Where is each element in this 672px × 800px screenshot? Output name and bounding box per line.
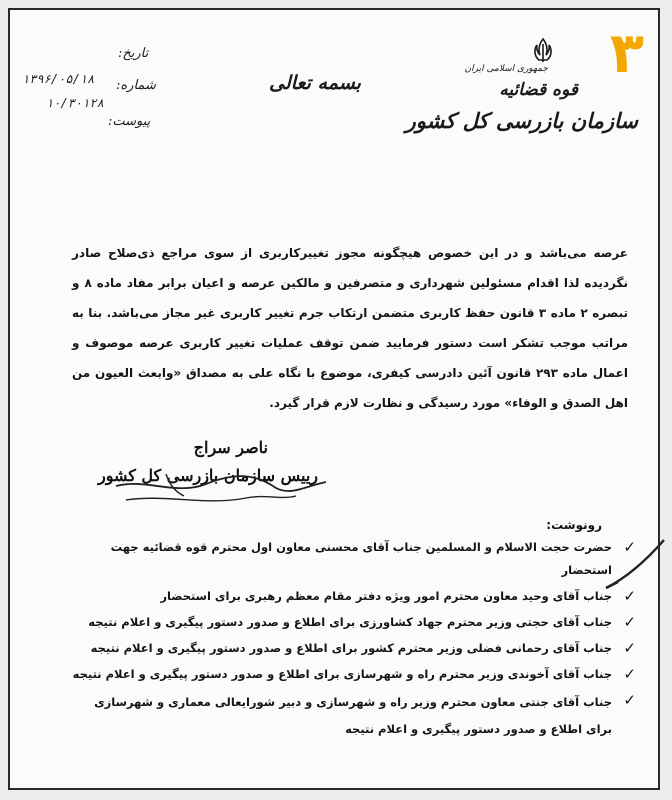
handwritten-signature: [106, 456, 336, 516]
basmala: بسمه تعالی: [269, 72, 361, 94]
check-icon: ✓: [623, 639, 636, 657]
cc-heading: رونوشت:: [546, 518, 602, 532]
check-icon: ✓: [623, 665, 636, 683]
cc-item: ✓ جناب آقای آخوندی وزیر محترم راه و شهرسازی برای اطلاع و صدور دستور پیگیری و اعلام نتیجه: [66, 663, 636, 686]
number-value: ۱۰/۳۰۱۲۸: [46, 96, 104, 110]
signer-name: ناصر سراج: [193, 438, 268, 457]
organization-name: سازمان بازرسی کل کشور: [405, 108, 638, 133]
page-number-badge: ۳: [609, 21, 645, 86]
date-label: تاریخ:: [118, 46, 149, 61]
check-icon: ✓: [623, 538, 636, 556]
iran-emblem-icon: [530, 36, 556, 66]
cc-list: [66, 536, 636, 746]
number-label: شماره:: [116, 78, 156, 93]
cc-item: ✓ جناب آقای حجتی وزیر محترم جهاد کشاورزی برای اطلاع و صدور دستور پیگیری و اعلام نتیجه: [66, 611, 636, 634]
cc-item: ✓ جناب آقای جنتی معاون محترم وزیر راه و شهرسازی و دبیر شورایعالی معماری و شهرسازی برای اطلاع و صدور دستور پیگیری و اعلام نتیجه: [94, 691, 636, 736]
document-page: [8, 8, 660, 790]
govt-name: جمهوری اسلامی ایران: [464, 64, 548, 74]
check-icon: ✓: [623, 587, 636, 605]
signer-title: رییس سازمان بازرسی کل کشور: [97, 466, 318, 485]
cc-item: ✓ جناب آقای رحمانی فضلی وزیر محترم کشور برای اطلاع و صدور دستور پیگیری و اعلام نتیجه: [66, 637, 636, 660]
cc-item: ✓ جناب آقای وحید معاون محترم امور ویژه دفتر مقام معظم رهبری برای استحضار: [66, 585, 636, 608]
check-icon: ✓: [623, 691, 636, 709]
judiciary-name: قوه قضائیه: [499, 80, 578, 100]
date-value: ۱۳۹۶/۰۵/۱۸: [22, 72, 95, 86]
attachment-label: پیوست:: [108, 114, 151, 129]
check-icon: ✓: [623, 613, 636, 631]
cc-item: ✓ حضرت حجت الاسلام و المسلمین جناب آقای محسنی معاون اول محترم قوه قضائیه جهت استحضار: [110, 538, 636, 577]
letter-body: عرصه می‌باشد و در این خصوص هیچگونه مجوز تغییرکاربری از سوی مراجع ذی‌صلاح صادر نگردیده لذا اقدام مسئولین شهرداری و متصرفین و مالکین عرصه و اعیان برابر مفاد ماده ۸ و تبصره ۲ ماده ۳ قانون حفظ کاربری متضمن ارتکاب جرم تغییر کاربری غیر مجاز می‌باشد. بنا به مراتب موجب تشکر است دستور فرمایید ضمن توقف عملیات تغییر کاربری عرصه موصوف و اعمال ماده ۲۹۳ قانون آئین دادرسی کیفری، موضوع با نگاه علی به مصداق «وابعث العیون من اهل الصدق و الوفاء» مورد رسیدگی و نظارت لازم قرار گیرد.: [72, 246, 628, 410]
